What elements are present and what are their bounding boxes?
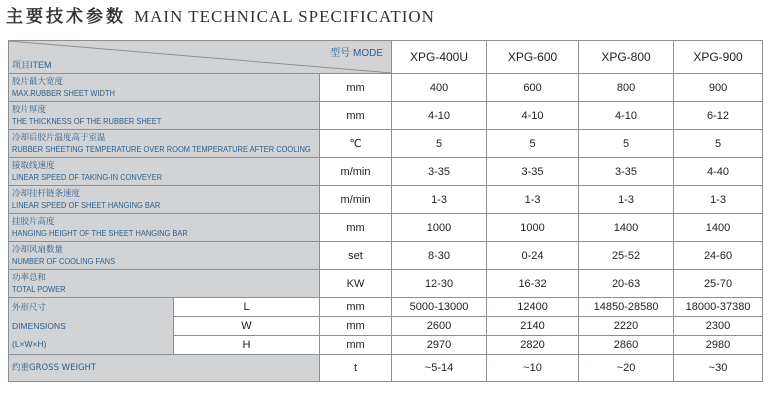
dimension-sub-label: H: [174, 336, 320, 355]
row-label-zh: 挂胶片高度: [12, 216, 55, 227]
value-cell: 400: [392, 74, 487, 102]
unit-cell: mm: [320, 102, 392, 130]
row-label-zh: 接取线速度: [12, 160, 55, 171]
value-cell: 24-60: [674, 242, 763, 270]
page-title-zh: 主要技术参数: [6, 7, 126, 27]
item-label: 项目ITEM: [12, 60, 52, 70]
value-cell: ~5-14: [392, 355, 487, 382]
spec-table: [8, 40, 763, 382]
unit-cell: t: [320, 355, 392, 382]
value-cell: 2860: [579, 336, 674, 355]
value-cell: ~10: [487, 355, 579, 382]
value-cell: 4-40: [674, 158, 763, 186]
spec-row: [9, 130, 763, 158]
value-cell: 1400: [579, 214, 674, 242]
unit-cell: mm: [320, 214, 392, 242]
value-cell: 5: [674, 130, 763, 158]
model-header: XPG-800: [579, 41, 674, 74]
unit-cell: mm: [320, 317, 392, 336]
value-cell: 800: [579, 74, 674, 102]
row-label: [9, 270, 320, 298]
spec-row: [9, 214, 763, 242]
value-cell: 6-12: [674, 102, 763, 130]
value-cell: 2220: [579, 317, 674, 336]
value-cell: 16-32: [487, 270, 579, 298]
value-cell: 5: [487, 130, 579, 158]
row-label: [9, 186, 320, 214]
value-cell: 3-35: [487, 158, 579, 186]
row-label: [9, 102, 320, 130]
value-cell: 4-10: [579, 102, 674, 130]
value-cell: 1-3: [487, 186, 579, 214]
value-cell: 14850-28580: [579, 298, 674, 317]
unit-cell: mm: [320, 336, 392, 355]
value-cell: 5: [579, 130, 674, 158]
row-label-en: THE THICKNESS OF THE RUBBER SHEET: [12, 115, 162, 126]
value-cell: 2820: [487, 336, 579, 355]
value-cell: 5000-13000: [392, 298, 487, 317]
value-cell: 2140: [487, 317, 579, 336]
row-label-en: TOTAL POWER: [12, 283, 66, 294]
row-label: [9, 74, 320, 102]
value-cell: 0-24: [487, 242, 579, 270]
value-cell: 12-30: [392, 270, 487, 298]
value-cell: 25-52: [579, 242, 674, 270]
unit-cell: set: [320, 242, 392, 270]
value-cell: 2970: [392, 336, 487, 355]
value-cell: 1400: [674, 214, 763, 242]
model-header: XPG-400U: [392, 41, 487, 74]
unit-cell: mm: [320, 74, 392, 102]
header-row: [9, 41, 763, 74]
value-cell: ~20: [579, 355, 674, 382]
row-label-en: LINEAR SPEED OF TAKING-IN CONVEYER: [12, 171, 163, 182]
value-cell: 25-70: [674, 270, 763, 298]
unit-cell: KW: [320, 270, 392, 298]
model-label: 型号 MODE: [330, 48, 384, 59]
unit-cell: mm: [320, 298, 392, 317]
spec-row: [9, 186, 763, 214]
row-label-zh: 冷却风扇数量: [12, 244, 64, 255]
value-cell: 1000: [392, 214, 487, 242]
row-label-en: LINEAR SPEED OF SHEET HANGING BAR: [12, 199, 161, 210]
value-cell: 3-35: [392, 158, 487, 186]
weight-row: [9, 355, 763, 382]
value-cell: 2300: [674, 317, 763, 336]
value-cell: 20-63: [579, 270, 674, 298]
value-cell: 2600: [392, 317, 487, 336]
spec-row: [9, 158, 763, 186]
row-label-zh: 胶片厚度: [12, 104, 47, 115]
row-label-en: HANGING HEIGHT OF THE SHEET HANGING BAR: [12, 227, 188, 238]
row-label: [9, 214, 320, 242]
header-diagonal-cell: [9, 41, 392, 74]
value-cell: 3-35: [579, 158, 674, 186]
value-cell: 1-3: [674, 186, 763, 214]
value-cell: 18000-37380: [674, 298, 763, 317]
spec-row: [9, 242, 763, 270]
spec-row: [9, 270, 763, 298]
dimensions-label-line: 外形尺寸: [12, 303, 47, 313]
value-cell: 4-10: [487, 102, 579, 130]
value-cell: 900: [674, 74, 763, 102]
row-label-zh: 功率总和: [12, 272, 47, 283]
value-cell: 1-3: [392, 186, 487, 214]
value-cell: 600: [487, 74, 579, 102]
row-label-en: MAX.RUBBER SHEET WIDTH: [12, 87, 115, 98]
weight-label-text: 约重GROSS WEIGHT: [12, 362, 97, 373]
row-label-zh: 胶片最大宽度: [12, 76, 64, 87]
dimension-sub-label: L: [174, 298, 320, 317]
value-cell: 12400: [487, 298, 579, 317]
row-label-zh: 冷却后胶片温度高于室温: [12, 132, 106, 143]
unit-cell: ℃: [320, 130, 392, 158]
row-label-en: RUBBER SHEETING TEMPERATURE OVER ROOM TEMPERATURE AFTER COOLING: [12, 143, 311, 154]
value-cell: 4-10: [392, 102, 487, 130]
spec-row: [9, 74, 763, 102]
value-cell: 1-3: [579, 186, 674, 214]
row-label: [9, 242, 320, 270]
page-title: [6, 6, 435, 28]
model-header: XPG-900: [674, 41, 763, 74]
unit-cell: m/min: [320, 158, 392, 186]
value-cell: ~30: [674, 355, 763, 382]
spec-row: [9, 102, 763, 130]
dimension-row: [9, 298, 763, 317]
page-title-en: MAIN TECHNICAL SPECIFICATION: [134, 7, 435, 26]
dimensions-label-line: DIMENSIONS: [12, 321, 66, 331]
value-cell: 1000: [487, 214, 579, 242]
model-header: XPG-600: [487, 41, 579, 74]
value-cell: 5: [392, 130, 487, 158]
row-label: [9, 130, 320, 158]
dimensions-label: [9, 298, 174, 355]
unit-cell: m/min: [320, 186, 392, 214]
row-label-zh: 冷却挂杆链条速度: [12, 188, 81, 199]
value-cell: 2980: [674, 336, 763, 355]
row-label: [9, 158, 320, 186]
row-label-en: NUMBER OF COOLING FANS: [12, 255, 116, 266]
weight-label: [9, 355, 320, 382]
value-cell: 8-30: [392, 242, 487, 270]
dimensions-label-line: (L×W×H): [12, 339, 47, 349]
dimension-sub-label: W: [174, 317, 320, 336]
